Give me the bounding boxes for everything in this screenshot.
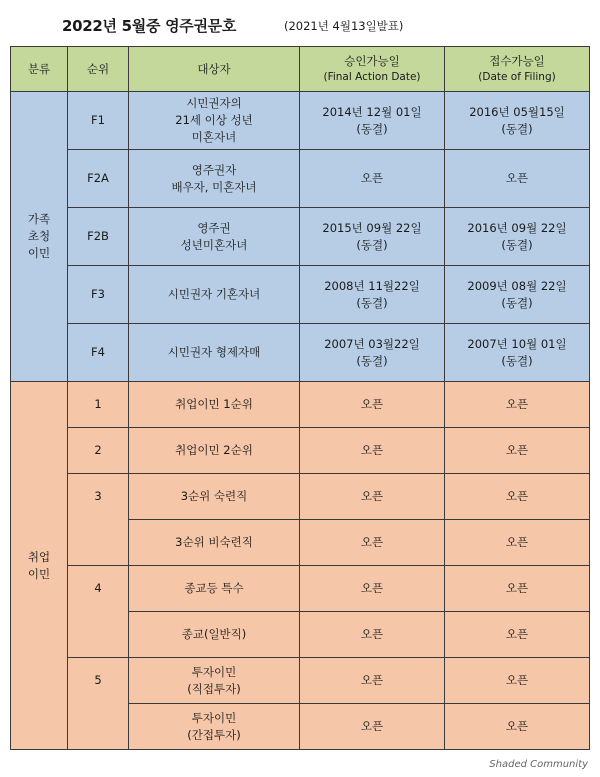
final-action-line: 오픈 [360,489,384,504]
filing-line: 2016년 09월 22일 [467,220,567,235]
final-action-line: (동결) [356,121,388,136]
target-line: 시민권자의 [186,96,242,111]
rank-cell [68,704,129,750]
filing-cell [445,150,590,208]
final-action-line: 2007년 03월22일 [324,336,420,351]
target-line: 성년미혼자녀 [180,237,248,252]
target-line: 3순위 비숙련직 [175,535,253,550]
final-action-line: 2014년 12월 01일 [322,104,422,119]
filing-line: 오픈 [505,581,529,596]
target-line: 종교등 특수 [184,581,244,596]
target-line: 미혼자녀 [191,129,237,144]
filing-label: 접수가능일 [489,54,545,69]
table-row [11,474,590,520]
final-action-line: (동결) [356,237,388,252]
target-cell [129,658,300,704]
filing-cell [445,92,590,150]
target-cell [129,382,300,428]
rank-cell: F3 [68,266,129,324]
final-action-cell [300,658,445,704]
target-line: 취업이민 1순위 [175,397,253,412]
filing-cell [445,382,590,428]
final-action-line: (동결) [356,295,388,310]
final-action-cell [300,520,445,566]
target-line: 종교(일반직) [181,627,247,642]
filing-line: 오픈 [505,443,529,458]
filing-cell [445,266,590,324]
filing-line: 오픈 [505,397,529,412]
target-cell [129,324,300,382]
target-line: 시민권자 기혼자녀 [167,287,261,302]
rank-cell: F2B [68,208,129,266]
filing-label-en: (Date of Filing) [478,70,556,83]
rank-cell: 5 [68,658,129,704]
final-action-label-en: (Final Action Date) [323,70,421,83]
final-action-line: 오픈 [360,397,384,412]
rank-cell: F1 [68,92,129,150]
table-row [11,266,590,324]
filing-line: 오픈 [505,719,529,734]
target-cell [129,566,300,612]
final-action-label: 승인가능일 [344,54,400,69]
final-action-cell [300,92,445,150]
table-row [11,150,590,208]
final-action-cell [300,266,445,324]
target-cell [129,612,300,658]
filing-cell [445,704,590,750]
table-row [11,704,590,750]
filing-line: (동결) [501,353,533,368]
rank-cell: 2 [68,428,129,474]
filing-line: 오픈 [505,673,529,688]
target-line: (직접투자) [187,681,241,696]
target-line: 취업이민 2순위 [175,443,253,458]
filing-cell [445,428,590,474]
filing-line: 오픈 [505,535,529,550]
target-cell [129,208,300,266]
target-line: 투자이민 [191,664,237,679]
target-line: 21세 이상 성년 [175,113,253,128]
final-action-line: 오픈 [360,443,384,458]
page-header [0,12,600,38]
target-line: (간접투자) [187,727,241,742]
rank-cell: 3 [68,474,129,520]
table-row [11,612,590,658]
table-row [11,566,590,612]
category-label: 취업 [27,549,51,564]
rank-cell: 4 [68,566,129,612]
final-action-line: 오픈 [360,581,384,596]
final-action-cell [300,704,445,750]
target-line: 영주권자 [191,162,237,177]
final-action-cell [300,612,445,658]
announcement-date: (2021년 4월13일발표) [284,19,404,33]
final-action-line: 2008년 11월22일 [324,278,420,293]
filing-cell [445,324,590,382]
filing-line: 오픈 [505,171,529,186]
category-label: 이민 [27,566,51,581]
final-action-cell [300,208,445,266]
table-row [11,208,590,266]
filing-line: 오픈 [505,489,529,504]
footer-credit: Shaded Community [489,759,588,770]
visa-bulletin-table [10,46,590,750]
target-cell [129,92,300,150]
filing-cell [445,208,590,266]
table-row [11,520,590,566]
filing-line: (동결) [501,121,533,136]
filing-cell [445,612,590,658]
col-header-target: 대상자 [129,47,300,92]
target-cell [129,428,300,474]
filing-line: (동결) [501,237,533,252]
final-action-cell [300,428,445,474]
final-action-line: 오픈 [360,673,384,688]
rank-cell [68,612,129,658]
final-action-line: 오픈 [360,171,384,186]
rank-cell: F4 [68,324,129,382]
category-label: 가족 [27,212,51,227]
filing-line: 2007년 10월 01일 [467,336,567,351]
filing-line: 2016년 05월15일 [469,104,565,119]
category-label: 이민 [27,245,51,260]
target-cell [129,520,300,566]
employment-category-cell [11,382,68,750]
target-cell [129,266,300,324]
rank-cell: 1 [68,382,129,428]
target-cell [129,150,300,208]
table-row [11,428,590,474]
final-action-cell [300,474,445,520]
family-category-cell [11,92,68,382]
final-action-cell [300,150,445,208]
col-header-category: 분류 [11,47,68,92]
header-row [11,47,590,92]
filing-line: 오픈 [505,627,529,642]
col-header-rank: 순위 [68,47,129,92]
table-row [11,382,590,428]
final-action-cell [300,566,445,612]
table-row [11,324,590,382]
rank-cell [68,520,129,566]
filing-line: (동결) [501,295,533,310]
final-action-line: 오픈 [360,627,384,642]
final-action-line: 오픈 [360,535,384,550]
filing-cell [445,474,590,520]
target-line: 3순위 숙련직 [180,489,248,504]
target-line: 시민권자 형제자매 [167,345,261,360]
filing-line: 2009년 08월 22일 [467,278,567,293]
final-action-cell [300,324,445,382]
target-line: 투자이민 [191,710,237,725]
filing-cell [445,520,590,566]
table-row [11,92,590,150]
rank-cell: F2A [68,150,129,208]
col-header-filing [445,47,590,92]
final-action-line: (동결) [356,353,388,368]
col-header-final-action [300,47,445,92]
category-label: 초청 [27,229,51,244]
final-action-cell [300,382,445,428]
filing-cell [445,658,590,704]
target-line: 영주권 [197,220,231,235]
final-action-line: 오픈 [360,719,384,734]
target-cell [129,474,300,520]
final-action-line: 2015년 09월 22일 [322,220,422,235]
table-row [11,658,590,704]
target-cell [129,704,300,750]
target-line: 배우자, 미혼자녀 [171,179,257,194]
page-title: 2022년 5월중 영주권문호 [62,17,237,35]
filing-cell [445,566,590,612]
